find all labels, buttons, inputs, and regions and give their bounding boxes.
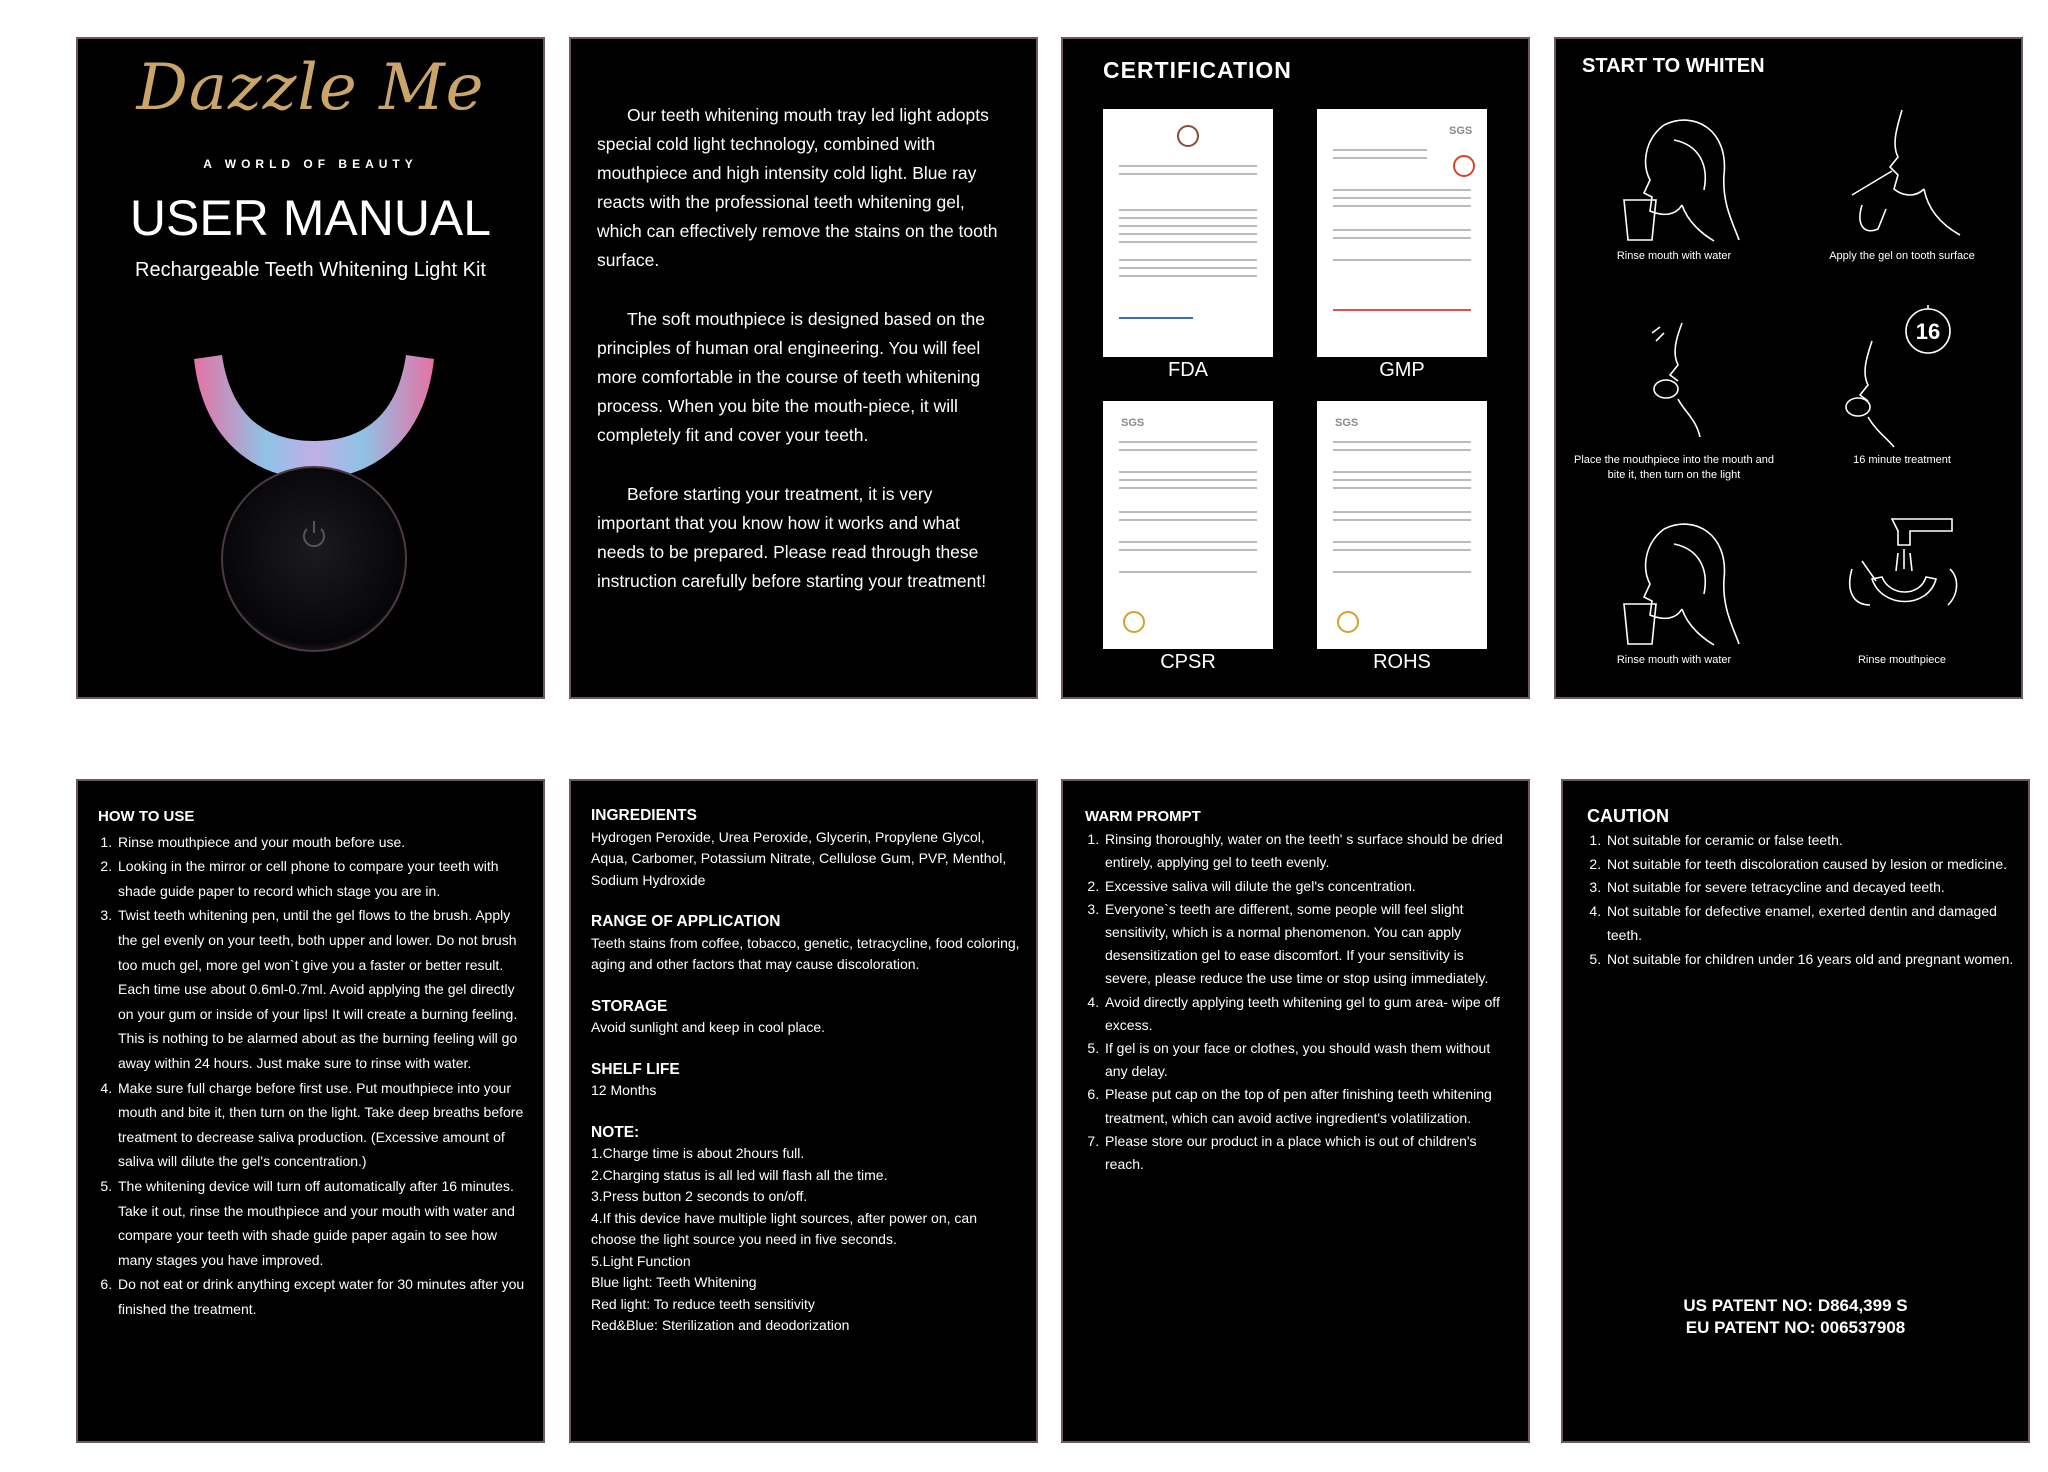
step-apply-gel (1792, 105, 2012, 264)
shelf-life-title: SHELF LIFE (591, 1060, 680, 1078)
list-item: 2. Not suitable for teeth discoloration caused by lesion or medicine. (1605, 853, 2014, 877)
step-timer (1792, 301, 2012, 468)
place-mouthpiece-illustration (1604, 319, 1744, 449)
note-line: 3.Press button 2 seconds to on/off. (591, 1188, 808, 1204)
list-item: 2. Excessive saliva will dilute the gel's concentration. (1103, 875, 1512, 898)
note-line: 2.Charging status is all led will flash all the time. (591, 1166, 888, 1183)
step-caption: Apply the gel on tooth surface (1829, 250, 1975, 262)
intro-paragraph: Our teeth whitening mouth tray led light adopts special cold light technology, combined with mouthpiece and high intensity cold light. Blue ray reacts with the professional teeth whitening gel, which can effectively remove the stains on the tooth surface. (597, 105, 998, 270)
range-title: RANGE OF APPLICATION (591, 913, 781, 930)
certificate-document-image: SGS (1317, 401, 1487, 649)
list-item: 3. Twist teeth whitening pen, until the gel flows to the brush. Apply the gel evenly on your teeth, both upper and lower. Do not brush too much gel, more gel won`t give you a faster or better result. Each time use about 0.6ml-0.7ml. Avoid applying the gel directly on your gum or inside of your lips! It will create a burning feeling. This is nothing to be alarmed about as the burning feeling will go away within 24 hours. Just make sure to rinse with water. (116, 903, 525, 1075)
caution-list (1587, 829, 2014, 972)
list-item: 3. Everyone`s teeth are different, some people will feel slight sensitivity, which is a normal phenomenon. You can apply desensitization gel to ease discomfort. If your sensitivity is severe, please reduce the use time or stop using immediately. (1103, 898, 1512, 991)
how-to-use-panel (76, 779, 545, 1443)
certification-panel (1061, 37, 1530, 699)
manual-title: USER MANUAL (129, 190, 492, 246)
shelf-life-text: 12 Months (591, 1082, 657, 1098)
warm-prompt-section (1085, 805, 1512, 1176)
caution-section (1587, 805, 2014, 972)
eu-patent: EU PATENT NO: 006537908 (1685, 1318, 1906, 1337)
step-caption: Rinse mouth with water (1616, 250, 1732, 262)
list-item: 3. Not suitable for severe tetracycline and decayed teeth. (1605, 876, 2014, 900)
list-item: 7. Please store our product in a place which is out of children's reach. (1103, 1130, 1512, 1176)
step-rinse-mouth (1564, 105, 1784, 264)
list-item: 4. Make sure full charge before first use. Put mouthpiece into your mouth and bite it, then turn on the light. Take deep breaths before treatment to decrease saliva production. (Excessive amount of saliva will dilute the gel's concentration.) (116, 1076, 525, 1174)
brand-logo: Dazzle Me (136, 51, 485, 125)
timer-illustration (1832, 301, 1972, 449)
certification-title: CERTIFICATION (1103, 57, 1292, 83)
step-place-mouthpiece (1564, 319, 1784, 483)
list-item: 6. Do not eat or drink anything except water for 30 minutes after you finished the treatment. (116, 1272, 525, 1321)
list-item: 4. Avoid directly applying teeth whitening gel to gum area- wipe off excess. (1103, 991, 1512, 1037)
product-info-section (591, 805, 1022, 1337)
ingredients-text: Hydrogen Peroxide, Urea Peroxide, Glycerin, Propylene Glycol, Aqua, Carbomer, Potassium Nitrate, Cellulose Gum, PVP, Menthol, Sodium Hydroxide (591, 828, 1007, 888)
range-text: Teeth stains from coffee, tobacco, genetic, tetracycline, food coloring, aging and other factors that may cause discoloration. (591, 934, 1020, 972)
step-caption: Rinse mouthpiece (1857, 654, 1947, 666)
list-item: 5. Not suitable for children under 16 years old and pregnant women. (1605, 948, 2014, 972)
step-rinse-mouth-again (1564, 509, 1784, 668)
certificate-label: CPSR (1160, 651, 1216, 673)
list-item: 6. Please put cap on the top of pen after finishing teeth whitening treatment, which can avoid active ingredient's volatilization. (1103, 1083, 1512, 1129)
intro-text (597, 101, 1010, 626)
start-to-whiten-panel (1554, 37, 2023, 699)
list-item: 1. Not suitable for ceramic or false teeth. (1605, 829, 2014, 853)
certificate-document-image: SGS (1103, 401, 1273, 649)
rinse-mouth-illustration (1604, 105, 1744, 245)
note-line: 4.If this device have multiple light sources, after power on, can choose the light source you need in five seconds. (591, 1209, 977, 1247)
certificate-label: ROHS (1373, 651, 1431, 673)
warm-prompt-list (1085, 828, 1512, 1176)
warm-prompt-title: WARM PROMPT (1085, 808, 1201, 825)
certificate-rohs (1317, 401, 1487, 674)
brand-tagline: A WORLD OF BEAUTY (203, 157, 418, 171)
intro-panel (569, 37, 1038, 699)
certificate-label: FDA (1168, 359, 1208, 381)
apply-gel-illustration (1832, 105, 1972, 245)
us-patent: US PATENT NO: D864,399 S (1683, 1296, 1908, 1315)
storage-title: STORAGE (591, 997, 668, 1015)
cover-panel (76, 37, 545, 699)
note-line: 5.Light Function (591, 1252, 691, 1269)
step-caption: 16 minute treatment (1853, 454, 1951, 466)
how-to-use-title: HOW TO USE (98, 808, 195, 825)
list-item: 4. Not suitable for defective enamel, exerted dentin and damaged teeth. (1605, 900, 2014, 948)
list-item: 2. Looking in the mirror or cell phone to compare your teeth with shade guide paper to record which stage you are in. (116, 854, 525, 903)
caution-panel (1561, 779, 2030, 1443)
note-list (591, 1143, 1022, 1337)
certificate-cpsr (1103, 401, 1273, 674)
note-line: Red&Blue: Sterilization and deodorization (591, 1317, 850, 1333)
certificate-gmp (1317, 109, 1487, 382)
product-info-panel (569, 779, 1038, 1443)
rinse-mouth-illustration (1604, 509, 1744, 649)
storage-text: Avoid sunlight and keep in cool place. (591, 1019, 826, 1035)
note-line: 1.Charge time is about 2hours full. (591, 1145, 805, 1161)
rinse-mouthpiece-illustration (1832, 509, 1972, 649)
warm-prompt-panel (1061, 779, 1530, 1443)
ingredients-title: INGREDIENTS (591, 807, 697, 824)
start-to-whiten-title: START TO WHITEN (1582, 55, 1765, 77)
certificate-document-image: SGS (1317, 109, 1487, 357)
step-caption: Place the mouthpiece into the mouth and bite it, then turn on the light (1574, 454, 1774, 481)
whitening-device-image (174, 329, 454, 669)
timer-number: 16 (1915, 319, 1941, 344)
manual-subtitle: Rechargeable Teeth Whitening Light Kit (135, 259, 486, 281)
list-item: 1. Rinse mouthpiece and your mouth before use. (116, 830, 525, 855)
how-to-use-section (98, 805, 525, 1321)
list-item: 5. The whitening device will turn off automatically after 16 minutes. Take it out, rinse the mouthpiece and your mouth with water and compare your teeth with shade guide paper again to see how many stages you have improved. (116, 1174, 525, 1272)
step-caption: Rinse mouth with water (1616, 654, 1732, 666)
intro-paragraph: The soft mouthpiece is designed based on the principles of human oral engineering. You will feel more comfortable in the course of teeth whitening process. When you bite the mouth-piece, it will completely fit and cover your teeth. (597, 309, 986, 445)
how-to-use-list (98, 830, 525, 1322)
note-line: Blue light: Teeth Whitening (591, 1274, 757, 1290)
list-item: 1. Rinsing thoroughly, water on the teeth' s surface should be dried entirely, applying gel to teeth evenly. (1103, 828, 1512, 874)
certificate-fda (1103, 109, 1273, 382)
step-rinse-mouthpiece (1792, 509, 2012, 668)
caution-title: CAUTION (1587, 806, 1669, 826)
intro-paragraph: Before starting your treatment, it is very important that you know how it works and what needs to be prepared. Please read through these instruction carefully before starting your treatment! (597, 484, 987, 591)
note-title: NOTE: (591, 1123, 640, 1141)
note-line: Red light: To reduce teeth sensitivity (591, 1295, 815, 1312)
list-item: 5. If gel is on your face or clothes, you should wash them without any delay. (1103, 1037, 1512, 1083)
patent-info (1563, 1295, 2028, 1339)
certificate-document-image (1103, 109, 1273, 357)
certificate-label: GMP (1379, 359, 1425, 381)
